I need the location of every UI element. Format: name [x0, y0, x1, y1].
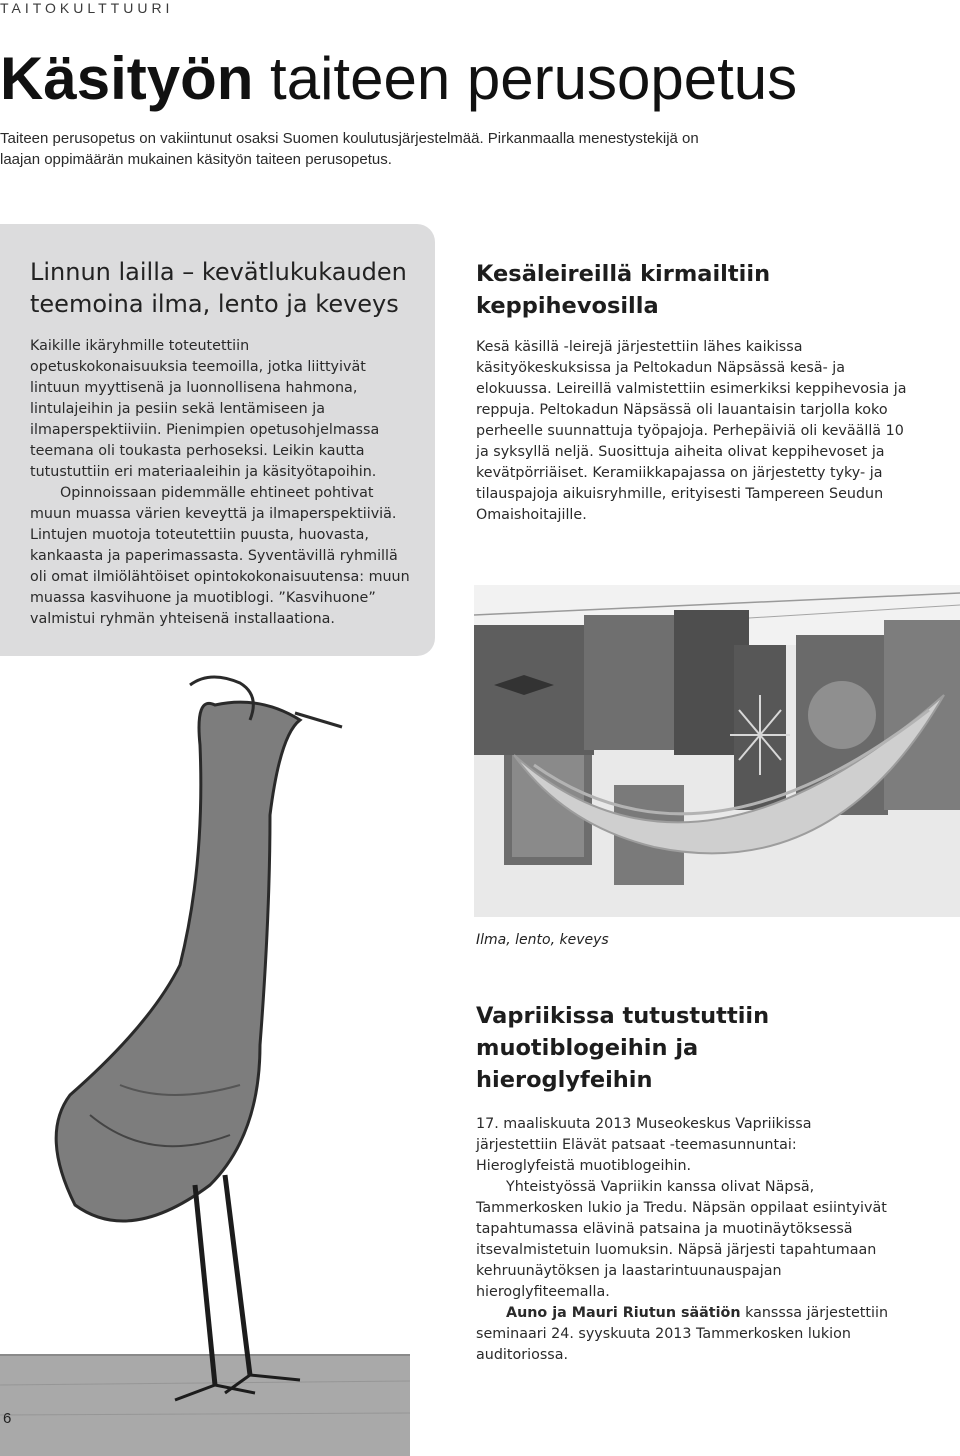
- box-paragraph: Opinnoissaan pidemmälle ehtineet pohtivat muun muassa värien keveyttä ja ilmaperspektiiviä. Lintujen muotoja toteutettiin puusta, huovasta, kankaasta ja paperimassasta. Syventävillä ryhmillä oli omat ilmiölähtöiset opintokokonaisuutensa: muun muassa kasvihuone ja muotiblogi. ”Kasvihuone” valmistui ryhmän yhteisenä installaationa.: [30, 485, 410, 627]
- lead-paragraph: Taiteen perusopetus on vakiintunut osaksi Suomen koulutusjärjestelmää. Pirkanmaalla menestystekijä on laajan oppimäärän mukainen käsityön taiteen perusopetus.: [0, 130, 699, 168]
- textile-exhibition-photo: [474, 585, 960, 917]
- textile-exhibition-image: [474, 585, 960, 917]
- page-title: [0, 44, 797, 114]
- wire-bird-sculpture-photo: [0, 665, 440, 1456]
- wire-bird-image: [0, 665, 440, 1456]
- vapriikki-heading: Vapriikissa tutustuttiin muotiblogeihin ja hieroglyfeihin: [476, 1003, 770, 1093]
- vapriikki-paragraph: 17. maaliskuuta 2013 Museokeskus Vapriikissa järjestettiin Elävät patsaat -teemasunnuntai: Hieroglyfeistä muotiblogeihin.: [476, 1116, 812, 1174]
- box-paragraph: Kaikille ikäryhmille toteutettiin opetuskokonaisuuksia teemoilla, jotka liittyivät lintuun myyttisenä ja luonnollisena hahmona, lintulajeihin ja pesiin sekä lentämiseen ja ilmaperspektiiviin. Pienimpien opetusohjelmassa teemana oli toukasta perhoseksi. Leikin kautta tutustuttiin eri materiaaleihin ja käsityötapoihin.: [30, 338, 380, 480]
- page-title-bold: Käsityön: [0, 45, 254, 112]
- page-number: 6: [3, 1410, 12, 1427]
- vapriikki-paragraph: [476, 1303, 896, 1366]
- summer-camp-heading: Kesäleireillä kirmailtiin keppihevosilla: [476, 261, 771, 319]
- box-body: [30, 336, 410, 630]
- summer-camp-body: Kesä käsillä -leirejä järjestettiin lähes kaikissa käsityökeskuksissa ja Peltokadun Näpsässä kesä- ja elokuussa. Leireillä valmistettiin esimerkiksi keppihevosia ja reppuja. Peltokadun Näpsässä oli lauantaisin tarjolla koko perheelle suunnattuja työpajoja. Perhepäiviä oli keväällä 10 ja syksyllä neljä. Suosittuja aiheita olivat keppihevoset ja kevätpörriäiset. Keramiikkapajassa on järjestetty tyky- ja tilauspajoja aikuisryhmille, erityisesti Tampereen Seudun Omaishoitajille.: [476, 339, 907, 523]
- page-title-rest: taiteen perusopetus: [253, 45, 798, 112]
- box-heading: Linnun lailla – kevätlukukauden teemoina ilma, lento ja keveys: [30, 258, 407, 318]
- vapriikki-paragraph: Yhteistyössä Vapriikin kanssa olivat Näpsä, Tammerkosken lukio ja Tredu. Näpsän oppilaat esiintyivät tapahtumassa elävinä patsaina ja muotinäytöksessä itsevalmistetuin luomuksin. Näpsä järjesti tapahtumaan kehruunäytöksen ja laastarintuunauspajan hieroglyfiteemalla.: [476, 1179, 887, 1300]
- section-label: TAITOKULTTUURI: [0, 0, 174, 16]
- foundation-name: Auno ja Mauri Riutun säätiön: [506, 1305, 741, 1321]
- photo-caption: Ilma, lento, keveys: [476, 932, 609, 948]
- vapriikki-paragraph-rest: kansssa järjestettiin seminaari 24. syyskuuta 2013 Tammerkosken lukion auditoriossa.: [476, 1305, 889, 1363]
- vapriikki-body: [476, 1114, 896, 1366]
